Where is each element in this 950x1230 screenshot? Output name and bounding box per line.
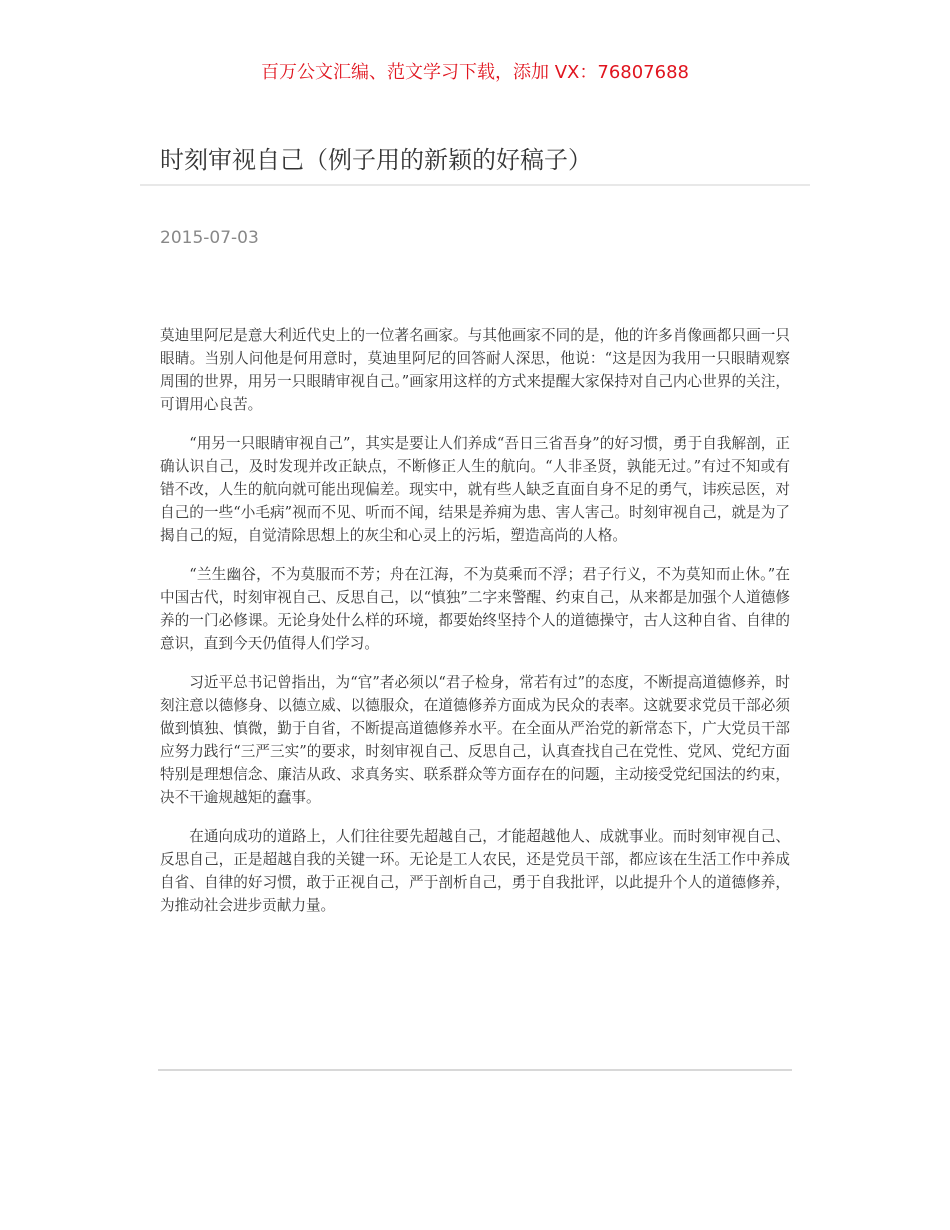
promo-banner: 百万公文汇编、范文学习下载，添加 VX：76807688: [261, 62, 689, 83]
paragraph: “用另一只眼睛审视自己”，其实是要让人们养成“吾日三省吾身”的好习惯，勇于自我解剖，正确认识自己，及时发现并改正缺点，不断修正人生的航向。“人非圣贤，孰能无过。”有过不知或有错不改，人生的航向就可能出现偏差。现实中，就有些人缺乏直面自身不足的勇气，讳疾忌医，对自己的一些“小毛病”视而不见、听而不闻，结果是养痈为患、害人害己。时刻审视自己，就是为了揭自己的短，自觉清除思想上的灰尘和心灵上的污垢，塑造高尚的人格。: [160, 435, 790, 544]
paragraph: 莫迪里阿尼是意大利近代史上的一位著名画家。与其他画家不同的是，他的许多肖像画都只画一只眼睛。当别人问他是何用意时，莫迪里阿尼的回答耐人深思，他说：“这是因为我用一只眼睛观察周围的世界，用另一只眼睛审视自己。”画家用这样的方式来提醒大家保持对自己内心世界的关注，可谓用心良苦。: [160, 327, 790, 413]
title-divider: [140, 184, 810, 186]
paragraph: 在通向成功的道路上，人们往往要先超越自己，才能超越他人、成就事业。而时刻审视自己、反思自己，正是超越自我的关键一环。无论是工人农民，还是党员干部，都应该在生活工作中养成自省、自律的好习惯，敢于正视自己，严于剖析自己，勇于自我批评，以此提升个人的道德修养，为推动社会进步贡献力量。: [160, 828, 790, 914]
publish-date: 2015-07-03: [160, 228, 259, 248]
article-title: 时刻审视自己（例子用的新颖的好稿子）: [160, 146, 592, 174]
article-body: [160, 324, 790, 933]
paragraph: “兰生幽谷，不为莫服而不芳；舟在江海，不为莫乘而不浮；君子行义，不为莫知而止休。”在中国古代，时刻审视自己、反思自己，以“慎独”二字来警醒、约束自己，从来都是加强个人道德修养的一门必修课。无论身处什么样的环境，都要始终坚持个人的道德操守，古人这种自省、自律的意识，直到今天仍值得人们学习。: [160, 566, 790, 652]
paragraph: 习近平总书记曾指出，为“官”者必须以“君子检身，常若有过”的态度，不断提高道德修养，时刻注意以德修身、以德立威、以德服众，在道德修养方面成为民众的表率。这就要求党员干部必须做到慎独、慎微，勤于自省，不断提高道德修养水平。在全面从严治党的新常态下，广大党员干部应努力践行“三严三实”的要求，时刻审视自己、反思自己，认真查找自己在党性、党风、党纪方面特别是理想信念、廉洁从政、求真务实、联系群众等方面存在的问题，主动接受党纪国法的约束，决不干逾规越矩的蠢事。: [160, 674, 790, 806]
footer-divider: [158, 1069, 792, 1071]
